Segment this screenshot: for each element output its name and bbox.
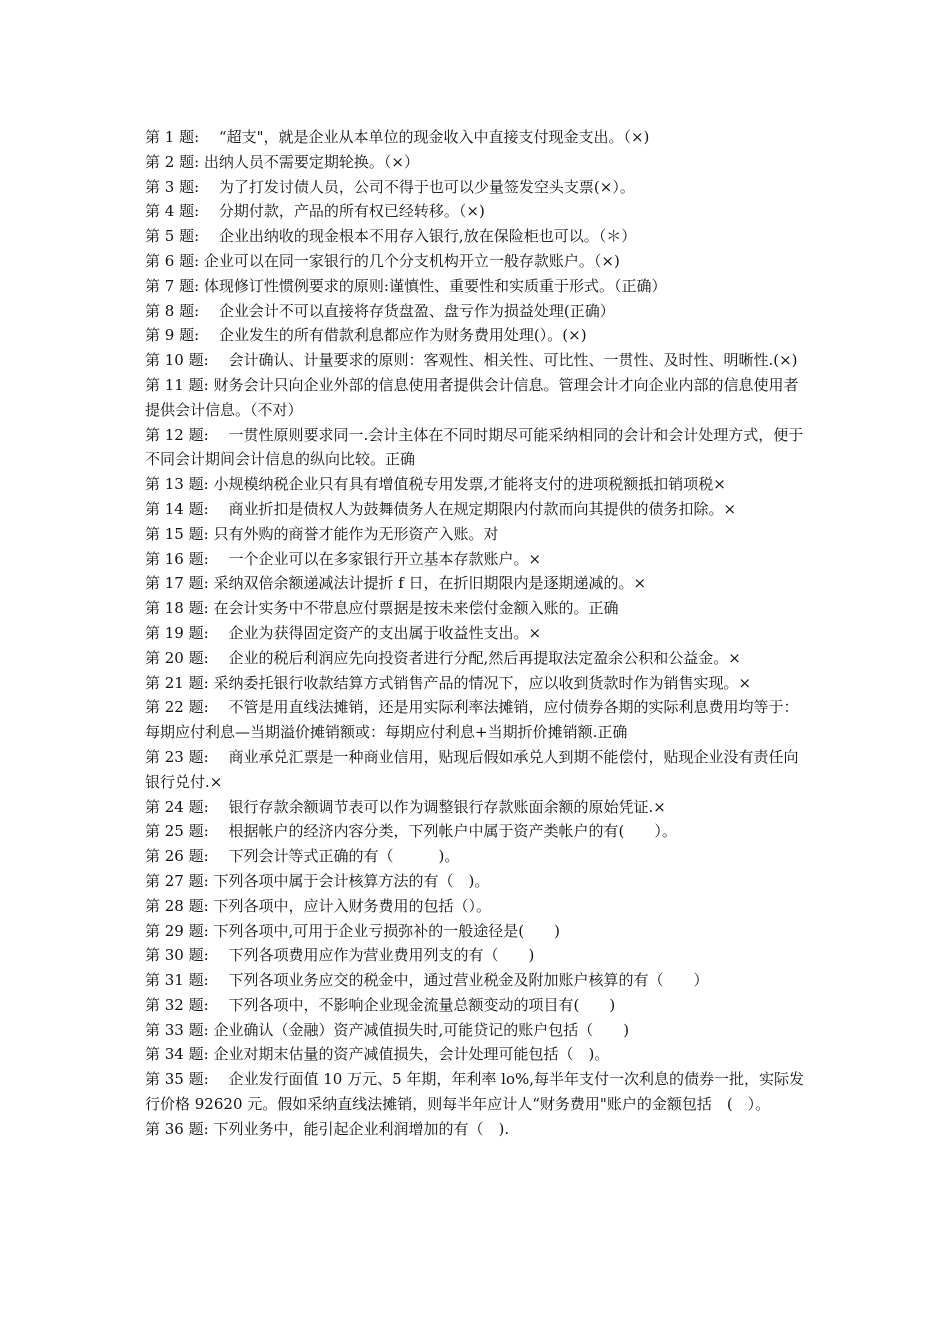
question-text: 不管是用直线法摊销，还是用实际利率法摊销，应付债券各期的实际利息费用均等于：每期应付利息—当期溢价摊销额或：每期应付利息+当期折价摊销额.正确	[145, 698, 799, 742]
question-17	[145, 571, 810, 596]
question-33	[145, 1018, 810, 1043]
question-text: 下列各项中,可用于企业亏损弥补的一般途径是( )	[213, 921, 560, 940]
question-text: 下列业务中，能引起企业利润增加的有（ ).	[213, 1119, 510, 1138]
question-number: 第 2 题:	[145, 152, 200, 171]
question-number: 第 24 题:	[145, 797, 209, 816]
question-text: 根据帐户的经济内容分类，下列帐户中属于资产类帐户的有( ）。	[213, 822, 677, 841]
question-number: 第 31 题:	[145, 971, 209, 990]
question-number: 第 34 题:	[145, 1045, 209, 1064]
question-number: 第 35 题:	[145, 1070, 209, 1089]
question-34	[145, 1042, 810, 1067]
question-number: 第 20 题:	[145, 648, 209, 667]
question-6	[145, 249, 810, 274]
question-text: 银行存款余额调节表可以作为调整银行存款账面余额的原始凭证.×	[213, 797, 666, 816]
question-number: 第 32 题:	[145, 995, 209, 1014]
question-9	[145, 323, 810, 348]
question-number: 第 11 题:	[145, 375, 209, 394]
question-number: 第 7 题:	[145, 276, 200, 295]
question-3	[145, 175, 810, 200]
question-number: 第 36 题:	[145, 1119, 209, 1138]
question-5	[145, 224, 810, 249]
question-text: 企业会计不可以直接将存货盘盈、盘亏作为损益处理(正确）	[203, 301, 615, 320]
question-number: 第 8 题:	[145, 301, 200, 320]
question-19	[145, 621, 810, 646]
question-number: 第 10 题:	[145, 351, 209, 370]
question-8	[145, 299, 810, 324]
question-36	[145, 1117, 810, 1142]
question-text: 采纳委托银行收款结算方式销售产品的情况下，应以收到货款时作为销售实现。×	[213, 673, 752, 692]
question-text: 企业可以在同一家银行的几个分支机构开立一般存款账户。（×)	[203, 251, 620, 270]
question-24	[145, 795, 810, 820]
question-number: 第 1 题:	[145, 128, 200, 146]
question-number: 第 22 题:	[145, 698, 209, 717]
question-text: 下列各项费用应作为营业费用列支的有（ )	[213, 946, 535, 965]
question-number: 第 13 题:	[145, 475, 209, 494]
question-text: 企业的税后利润应先向投资者进行分配,然后再提取法定盈余公积和公益金。×	[213, 648, 741, 667]
question-text: 下列各项中，应计入财务费用的包括（）。	[213, 896, 491, 915]
document-page	[145, 125, 810, 1142]
question-text: 会计确认、计量要求的原则：客观性、相关性、可比性、一贯性、及时性、明晰性.(×)	[213, 351, 798, 370]
question-11	[145, 373, 810, 423]
question-21	[145, 671, 810, 696]
question-number: 第 17 题:	[145, 574, 209, 593]
question-text: 体现修订性惯例要求的原则:谨慎性、重要性和实质重于形式。（正确）	[203, 276, 667, 295]
question-12	[145, 423, 810, 473]
question-number: 第 15 题:	[145, 524, 209, 543]
question-text: 企业为获得固定资产的支出属于收益性支出。×	[213, 623, 542, 642]
question-23	[145, 745, 810, 795]
question-28	[145, 894, 810, 919]
question-27	[145, 869, 810, 894]
question-number: 第 21 题:	[145, 673, 209, 692]
question-25	[145, 819, 810, 844]
question-text: 企业发生的所有借款利息都应作为财务费用处理(）。(×)	[203, 326, 587, 345]
question-text: 企业对期末估量的资产减值损失，会计处理可能包括（ )。	[213, 1045, 610, 1064]
question-text: 在会计实务中不带息应付票据是按未来偿付金额入账的。正确	[213, 599, 619, 618]
question-number: 第 14 题:	[145, 499, 209, 518]
question-16	[145, 547, 810, 572]
question-text: 下列各项中属于会计核算方法的有（ )。	[213, 871, 490, 890]
question-number: 第 6 题:	[145, 251, 200, 270]
question-number: 第 4 题:	[145, 202, 200, 221]
question-26	[145, 844, 810, 869]
question-number: 第 3 题:	[145, 177, 200, 196]
question-number: 第 9 题:	[145, 326, 200, 345]
question-29	[145, 919, 810, 944]
question-number: 第 16 题:	[145, 549, 209, 568]
question-text: 小规模纳税企业只有具有增值税专用发票,才能将支付的进项税额抵扣销项税×	[213, 475, 726, 494]
question-32	[145, 993, 810, 1018]
question-15	[145, 522, 810, 547]
question-number: 第 33 题:	[145, 1020, 209, 1039]
question-number: 第 28 题:	[145, 896, 209, 915]
question-text: 企业发行面值 10 万元、5 年期，年利率 lo%,每半年支付一次利息的债券一批，实际发行价格 92620 元。假如采纳直线法摊销，则每半年应计人“财务费用"账户的金额包括 ( ）。	[145, 1070, 805, 1114]
question-text: 下列会计等式正确的有（ )。	[213, 847, 460, 866]
question-4	[145, 199, 810, 224]
question-number: 第 18 题:	[145, 599, 209, 618]
question-text: 一个企业可以在多家银行开立基本存款账户。×	[213, 549, 542, 568]
question-2	[145, 150, 810, 175]
question-number: 第 19 题:	[145, 623, 209, 642]
question-text: 商业折扣是债权人为鼓舞债务人在规定期限内付款而向其提供的债务扣除。×	[213, 499, 737, 518]
question-number: 第 26 题:	[145, 847, 209, 866]
question-10	[145, 348, 810, 373]
question-number: 第 30 题:	[145, 946, 209, 965]
question-20	[145, 646, 810, 671]
question-number: 第 12 题:	[145, 425, 209, 444]
question-text: 财务会计只向企业外部的信息使用者提供会计信息。管理会计才向企业内部的信息使用者提供会计信息。（不对）	[145, 375, 799, 419]
question-text: 只有外购的商誉才能作为无形资产入账。对	[213, 524, 499, 543]
question-text: 出纳人员不需要定期轮换。（×）	[203, 152, 419, 171]
question-text: 一贯性原则要求同一.会计主体在不同时期尽可能采纳相同的会计和会计处理方式，便于不同会计期间会计信息的纵向比较。正确	[145, 425, 804, 469]
question-number: 第 29 题:	[145, 921, 209, 940]
question-7	[145, 274, 810, 299]
question-text: 企业出纳收的现金根本不用存入银行,放在保险柜也可以。（＊）	[203, 227, 637, 246]
question-number: 第 25 题:	[145, 822, 209, 841]
question-18	[145, 596, 810, 621]
question-1	[145, 125, 810, 150]
question-text: 为了打发讨债人员，公司不得于也可以少量签发空头支票(×）。	[203, 177, 635, 196]
question-text: 分期付款，产品的所有权已经转移。（×)	[203, 202, 485, 221]
question-number: 第 23 题:	[145, 747, 209, 766]
question-14	[145, 497, 810, 522]
question-number: 第 27 题:	[145, 871, 209, 890]
question-number: 第 5 题:	[145, 227, 200, 246]
question-text: “超支"，就是企业从本单位的现金收入中直接支付现金支出。（×)	[203, 128, 650, 146]
question-35	[145, 1067, 810, 1117]
question-text: 商业承兑汇票是一种商业信用，贴现后假如承兑人到期不能偿付，贴现企业没有责任向银行兑付.×	[145, 747, 799, 791]
question-text: 采纳双倍余额递减法计提折 f 日，在折旧期限内是逐期递减的。×	[213, 574, 647, 593]
question-30	[145, 943, 810, 968]
question-text: 下列各项业务应交的税金中，通过营业税金及附加账户核算的有（ ）	[213, 971, 709, 990]
question-text: 企业确认（金融）资产减值损失时,可能贷记的账户包括（ )	[213, 1020, 630, 1039]
question-13	[145, 472, 810, 497]
question-22	[145, 695, 810, 745]
question-31	[145, 968, 810, 993]
question-text: 下列各项中，不影响企业现金流量总额变动的项目有( )	[213, 995, 616, 1014]
